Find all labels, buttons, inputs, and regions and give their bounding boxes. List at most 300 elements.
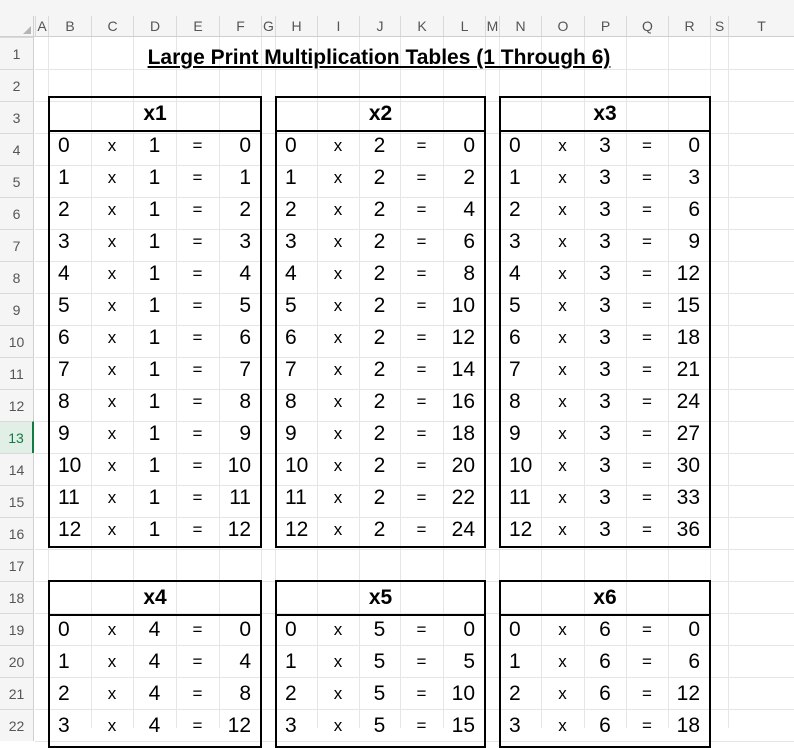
column-header-h[interactable]: H	[275, 16, 317, 36]
cell-multiplier[interactable]: 1	[148, 518, 161, 541]
row-header-13[interactable]: 13	[0, 421, 34, 453]
cell-product[interactable]: 6	[688, 650, 700, 673]
column-header-g[interactable]: G	[261, 16, 275, 36]
row-header-1[interactable]: 1	[0, 37, 34, 69]
cell-times-sign[interactable]: x	[333, 360, 343, 379]
cell-times-sign[interactable]: x	[558, 424, 567, 443]
cell-multiplicand[interactable]: 3	[285, 230, 297, 253]
cell-multiplicand[interactable]: 9	[509, 422, 521, 445]
cell-multiplicand[interactable]: 5	[285, 294, 297, 317]
cell-multiplier[interactable]: 2	[373, 230, 386, 253]
cell-times-sign[interactable]: x	[333, 168, 343, 187]
cell-multiplier[interactable]: 5	[373, 682, 386, 705]
cell-equals-sign[interactable]: =	[192, 168, 203, 187]
row-header-4[interactable]: 4	[0, 133, 34, 165]
cell-equals-sign[interactable]: =	[192, 424, 203, 443]
cell-multiplier[interactable]: 1	[148, 326, 161, 349]
cell-multiplier[interactable]: 3	[599, 294, 611, 317]
row-header-5[interactable]: 5	[0, 165, 34, 197]
cell-multiplier[interactable]: 2	[373, 518, 386, 541]
cell-times-sign[interactable]: x	[558, 716, 567, 735]
cell-times-sign[interactable]: x	[107, 424, 117, 443]
cell-multiplicand[interactable]: 10	[285, 454, 309, 477]
cell-times-sign[interactable]: x	[107, 520, 117, 539]
cell-times-sign[interactable]: x	[333, 232, 343, 251]
cell-equals-sign[interactable]: =	[192, 264, 203, 283]
cell-product[interactable]: 0	[688, 618, 700, 641]
row-header-18[interactable]: 18	[0, 581, 34, 613]
row-header-16[interactable]: 16	[0, 517, 34, 549]
cell-equals-sign[interactable]: =	[642, 264, 652, 283]
cell-multiplicand[interactable]: 1	[285, 166, 297, 189]
row-header-11[interactable]: 11	[0, 357, 34, 389]
row-header-21[interactable]: 21	[0, 677, 34, 709]
cell-product[interactable]: 12	[227, 714, 251, 737]
column-header-t[interactable]: T	[728, 16, 794, 36]
cell-multiplier[interactable]: 2	[373, 486, 386, 509]
row-header-19[interactable]: 19	[0, 613, 34, 645]
cell-times-sign[interactable]: x	[558, 296, 567, 315]
cell-product[interactable]: 27	[676, 422, 700, 445]
cell-times-sign[interactable]: x	[107, 716, 117, 735]
cell-equals-sign[interactable]: =	[416, 296, 427, 315]
cell-times-sign[interactable]: x	[107, 200, 117, 219]
cell-multiplier[interactable]: 3	[599, 454, 611, 477]
cell-multiplier[interactable]: 2	[373, 134, 386, 157]
cell-product[interactable]: 10	[451, 682, 475, 705]
cell-product[interactable]: 30	[676, 454, 700, 477]
cell-multiplier[interactable]: 4	[148, 682, 161, 705]
cell-equals-sign[interactable]: =	[416, 684, 427, 703]
cell-multiplicand[interactable]: 1	[58, 166, 70, 189]
cell-multiplicand[interactable]: 4	[58, 262, 70, 285]
cell-product[interactable]: 10	[227, 454, 251, 477]
cell-product[interactable]: 22	[451, 486, 475, 509]
cell-times-sign[interactable]: x	[558, 232, 567, 251]
cell-equals-sign[interactable]: =	[642, 456, 652, 475]
cell-equals-sign[interactable]: =	[642, 424, 652, 443]
cell-multiplier[interactable]: 1	[148, 166, 161, 189]
cell-multiplier[interactable]: 2	[373, 262, 386, 285]
cell-equals-sign[interactable]: =	[416, 716, 427, 735]
cell-product[interactable]: 8	[239, 390, 251, 413]
cell-multiplicand[interactable]: 2	[58, 198, 70, 221]
cell-multiplier[interactable]: 1	[148, 390, 161, 413]
cell-product[interactable]: 18	[676, 326, 700, 349]
cell-multiplier[interactable]: 3	[599, 326, 611, 349]
cell-times-sign[interactable]: x	[107, 328, 117, 347]
column-header-i[interactable]: I	[317, 16, 359, 36]
cell-multiplicand[interactable]: 6	[58, 326, 70, 349]
cell-equals-sign[interactable]: =	[642, 392, 652, 411]
cell-equals-sign[interactable]: =	[416, 136, 427, 155]
row-header-12[interactable]: 12	[0, 389, 34, 421]
row-header-2[interactable]: 2	[0, 69, 34, 101]
cell-equals-sign[interactable]: =	[192, 684, 203, 703]
cell-multiplier[interactable]: 6	[599, 682, 611, 705]
cell-multiplier[interactable]: 5	[373, 650, 386, 673]
cell-multiplicand[interactable]: 7	[58, 358, 70, 381]
cell-multiplier[interactable]: 2	[373, 358, 386, 381]
cell-multiplier[interactable]: 3	[599, 358, 611, 381]
cell-multiplier[interactable]: 2	[373, 294, 386, 317]
row-header-15[interactable]: 15	[0, 485, 34, 517]
cell-times-sign[interactable]: x	[107, 456, 117, 475]
cell-multiplicand[interactable]: 6	[509, 326, 521, 349]
cell-multiplier[interactable]: 3	[599, 518, 611, 541]
cell-times-sign[interactable]: x	[333, 684, 343, 703]
cell-multiplier[interactable]: 2	[373, 198, 386, 221]
cell-equals-sign[interactable]: =	[642, 360, 652, 379]
cell-multiplicand[interactable]: 4	[285, 262, 297, 285]
cell-product[interactable]: 15	[676, 294, 700, 317]
cell-times-sign[interactable]: x	[558, 456, 567, 475]
cell-equals-sign[interactable]: =	[642, 684, 652, 703]
cell-equals-sign[interactable]: =	[642, 296, 652, 315]
cell-multiplicand[interactable]: 0	[509, 618, 521, 641]
cell-product[interactable]: 2	[239, 198, 251, 221]
cell-multiplicand[interactable]: 1	[285, 650, 297, 673]
cell-times-sign[interactable]: x	[558, 168, 567, 187]
cell-product[interactable]: 24	[451, 518, 475, 541]
cell-times-sign[interactable]: x	[107, 684, 117, 703]
row-header-3[interactable]: 3	[0, 101, 34, 133]
cell-multiplier[interactable]: 1	[148, 230, 161, 253]
cell-multiplier[interactable]: 2	[373, 166, 386, 189]
row-header-20[interactable]: 20	[0, 645, 34, 677]
cell-equals-sign[interactable]: =	[192, 456, 203, 475]
table-header[interactable]: x2	[277, 98, 484, 132]
cell-times-sign[interactable]: x	[333, 716, 343, 735]
cell-multiplier[interactable]: 1	[148, 486, 161, 509]
cell-multiplier[interactable]: 1	[148, 134, 161, 157]
cell-equals-sign[interactable]: =	[416, 360, 427, 379]
cell-times-sign[interactable]: x	[558, 136, 567, 155]
cell-multiplicand[interactable]: 12	[58, 518, 82, 541]
cell-product[interactable]: 36	[676, 518, 700, 541]
cell-times-sign[interactable]: x	[333, 200, 343, 219]
cell-product[interactable]: 5	[239, 294, 251, 317]
cell-product[interactable]: 2	[463, 166, 475, 189]
cell-multiplicand[interactable]: 5	[509, 294, 521, 317]
cell-equals-sign[interactable]: =	[192, 136, 203, 155]
cell-equals-sign[interactable]: =	[192, 716, 203, 735]
cell-equals-sign[interactable]: =	[416, 328, 427, 347]
cell-product[interactable]: 8	[463, 262, 475, 285]
cell-product[interactable]: 12	[451, 326, 475, 349]
cell-product[interactable]: 21	[676, 358, 700, 381]
cell-multiplicand[interactable]: 1	[509, 166, 521, 189]
cell-product[interactable]: 18	[676, 714, 700, 737]
cell-multiplicand[interactable]: 8	[509, 390, 521, 413]
cell-multiplier[interactable]: 5	[373, 618, 386, 641]
cell-multiplicand[interactable]: 2	[509, 682, 521, 705]
row-header-9[interactable]: 9	[0, 293, 34, 325]
cell-equals-sign[interactable]: =	[192, 620, 203, 639]
cell-equals-sign[interactable]: =	[192, 392, 203, 411]
column-header-b[interactable]: B	[48, 16, 91, 36]
cell-product[interactable]: 10	[451, 294, 475, 317]
cell-multiplicand[interactable]: 11	[285, 486, 307, 509]
cell-times-sign[interactable]: x	[558, 652, 567, 671]
cell-multiplier[interactable]: 4	[148, 714, 161, 737]
column-header-j[interactable]: J	[359, 16, 400, 36]
cell-multiplicand[interactable]: 3	[509, 230, 521, 253]
column-header-c[interactable]: C	[91, 16, 133, 36]
column-header-k[interactable]: K	[400, 16, 443, 36]
cell-multiplicand[interactable]: 3	[58, 230, 70, 253]
cell-multiplicand[interactable]: 5	[58, 294, 70, 317]
cell-equals-sign[interactable]: =	[642, 200, 652, 219]
cell-multiplier[interactable]: 5	[373, 714, 386, 737]
column-header-e[interactable]: E	[176, 16, 219, 36]
cell-multiplicand[interactable]: 6	[285, 326, 297, 349]
cell-equals-sign[interactable]: =	[416, 620, 427, 639]
cell-times-sign[interactable]: x	[333, 392, 343, 411]
cell-multiplicand[interactable]: 3	[509, 714, 521, 737]
column-header-s[interactable]: S	[710, 16, 728, 36]
cell-equals-sign[interactable]: =	[642, 620, 652, 639]
cell-times-sign[interactable]: x	[558, 488, 567, 507]
cell-product[interactable]: 5	[463, 650, 475, 673]
cell-times-sign[interactable]: x	[107, 168, 117, 187]
cell-multiplier[interactable]: 3	[599, 486, 611, 509]
cell-times-sign[interactable]: x	[107, 264, 117, 283]
cell-multiplicand[interactable]: 2	[285, 198, 297, 221]
cell-equals-sign[interactable]: =	[192, 328, 203, 347]
cell-multiplier[interactable]: 2	[373, 422, 386, 445]
cell-multiplier[interactable]: 1	[148, 454, 161, 477]
cell-product[interactable]: 14	[451, 358, 475, 381]
cell-times-sign[interactable]: x	[333, 652, 343, 671]
cell-product[interactable]: 12	[227, 518, 251, 541]
cell-equals-sign[interactable]: =	[192, 520, 203, 539]
column-header-d[interactable]: D	[133, 16, 176, 36]
cell-times-sign[interactable]: x	[107, 232, 117, 251]
cell-multiplicand[interactable]: 2	[285, 682, 297, 705]
row-header-14[interactable]: 14	[0, 453, 34, 485]
cell-multiplicand[interactable]: 1	[58, 650, 70, 673]
cell-multiplier[interactable]: 1	[148, 262, 161, 285]
cell-times-sign[interactable]: x	[333, 620, 343, 639]
cell-multiplicand[interactable]: 7	[285, 358, 297, 381]
row-header-22[interactable]: 22	[0, 709, 34, 741]
select-all-corner[interactable]	[0, 16, 34, 36]
cell-multiplicand[interactable]: 9	[58, 422, 70, 445]
column-header-p[interactable]: P	[584, 16, 626, 36]
cell-times-sign[interactable]: x	[107, 620, 117, 639]
cell-product[interactable]: 6	[239, 326, 251, 349]
cell-product[interactable]: 0	[688, 134, 700, 157]
column-header-n[interactable]: N	[499, 16, 541, 36]
cell-multiplicand[interactable]: 12	[509, 518, 533, 541]
cell-multiplier[interactable]: 3	[599, 134, 611, 157]
cell-equals-sign[interactable]: =	[416, 392, 427, 411]
cell-product[interactable]: 3	[239, 230, 251, 253]
cell-multiplicand[interactable]: 8	[58, 390, 70, 413]
cell-equals-sign[interactable]: =	[192, 296, 203, 315]
cell-product[interactable]: 15	[451, 714, 475, 737]
column-header-r[interactable]: R	[668, 16, 710, 36]
cell-multiplicand[interactable]: 3	[58, 714, 70, 737]
cell-equals-sign[interactable]: =	[416, 200, 427, 219]
cell-multiplier[interactable]: 6	[599, 714, 611, 737]
cell-times-sign[interactable]: x	[558, 200, 567, 219]
cell-equals-sign[interactable]: =	[416, 488, 427, 507]
cell-multiplicand[interactable]: 0	[58, 134, 70, 157]
cell-times-sign[interactable]: x	[333, 424, 343, 443]
cell-equals-sign[interactable]: =	[642, 652, 652, 671]
table-header[interactable]: x5	[277, 582, 484, 616]
cell-product[interactable]: 4	[239, 650, 251, 673]
cell-multiplicand[interactable]: 7	[509, 358, 521, 381]
cell-times-sign[interactable]: x	[558, 392, 567, 411]
cell-times-sign[interactable]: x	[333, 296, 343, 315]
cell-product[interactable]: 24	[676, 390, 700, 413]
cell-multiplier[interactable]: 1	[148, 422, 161, 445]
cell-equals-sign[interactable]: =	[192, 232, 203, 251]
cell-times-sign[interactable]: x	[333, 488, 343, 507]
cell-times-sign[interactable]: x	[558, 684, 567, 703]
cell-product[interactable]: 1	[239, 166, 251, 189]
cell-times-sign[interactable]: x	[107, 488, 117, 507]
cell-product[interactable]: 0	[463, 618, 475, 641]
cell-times-sign[interactable]: x	[333, 520, 343, 539]
cell-product[interactable]: 3	[688, 166, 700, 189]
cell-times-sign[interactable]: x	[107, 652, 117, 671]
table-header[interactable]: x1	[50, 98, 260, 132]
table-header[interactable]: x3	[501, 98, 709, 132]
cell-product[interactable]: 9	[239, 422, 251, 445]
cell-times-sign[interactable]: x	[333, 328, 343, 347]
cell-multiplicand[interactable]: 4	[509, 262, 521, 285]
cell-multiplicand[interactable]: 12	[285, 518, 309, 541]
cell-product[interactable]: 33	[676, 486, 700, 509]
cell-times-sign[interactable]: x	[107, 296, 117, 315]
sheet-title[interactable]: Large Print Multiplication Tables (1 Through 6)	[147, 46, 611, 69]
cell-multiplicand[interactable]: 1	[509, 650, 521, 673]
cell-product[interactable]: 4	[463, 198, 475, 221]
column-header-l[interactable]: L	[443, 16, 485, 36]
cell-multiplicand[interactable]: 0	[285, 618, 297, 641]
cell-times-sign[interactable]: x	[558, 360, 567, 379]
cell-multiplier[interactable]: 2	[373, 390, 386, 413]
cell-multiplier[interactable]: 3	[599, 390, 611, 413]
cell-multiplicand[interactable]: 2	[509, 198, 521, 221]
cell-product[interactable]: 6	[463, 230, 475, 253]
cell-multiplier[interactable]: 3	[599, 422, 611, 445]
cell-product[interactable]: 20	[451, 454, 475, 477]
cell-multiplier[interactable]: 3	[599, 166, 611, 189]
cell-equals-sign[interactable]: =	[642, 520, 652, 539]
cell-multiplier[interactable]: 4	[148, 618, 161, 641]
cell-multiplier[interactable]: 6	[599, 618, 611, 641]
cell-times-sign[interactable]: x	[107, 136, 117, 155]
cell-multiplier[interactable]: 3	[599, 230, 611, 253]
cell-multiplicand[interactable]: 10	[58, 454, 82, 477]
cell-multiplier[interactable]: 3	[599, 262, 611, 285]
cell-multiplicand[interactable]: 0	[509, 134, 521, 157]
cell-multiplicand[interactable]: 3	[285, 714, 297, 737]
cell-multiplier[interactable]: 2	[373, 454, 386, 477]
cell-times-sign[interactable]: x	[333, 136, 343, 155]
cell-multiplicand[interactable]: 8	[285, 390, 297, 413]
cell-product[interactable]: 9	[688, 230, 700, 253]
cell-equals-sign[interactable]: =	[416, 424, 427, 443]
cell-equals-sign[interactable]: =	[642, 232, 652, 251]
cell-times-sign[interactable]: x	[333, 456, 343, 475]
cell-equals-sign[interactable]: =	[642, 488, 652, 507]
cell-product[interactable]: 18	[451, 422, 475, 445]
column-header-q[interactable]: Q	[626, 16, 668, 36]
cell-multiplier[interactable]: 6	[599, 650, 611, 673]
cell-multiplier[interactable]: 4	[148, 650, 161, 673]
cell-multiplier[interactable]: 1	[148, 358, 161, 381]
cell-times-sign[interactable]: x	[333, 264, 343, 283]
cell-product[interactable]: 11	[229, 486, 251, 509]
cell-equals-sign[interactable]: =	[192, 200, 203, 219]
cell-product[interactable]: 12	[676, 682, 700, 705]
row-header-7[interactable]: 7	[0, 229, 34, 261]
cell-multiplicand[interactable]: 10	[509, 454, 533, 477]
cell-equals-sign[interactable]: =	[416, 232, 427, 251]
column-header-a[interactable]: A	[35, 16, 48, 36]
cell-multiplicand[interactable]: 11	[509, 486, 531, 509]
cell-equals-sign[interactable]: =	[192, 488, 203, 507]
cell-multiplier[interactable]: 1	[148, 198, 161, 221]
cell-multiplicand[interactable]: 0	[285, 134, 297, 157]
cell-equals-sign[interactable]: =	[416, 520, 427, 539]
cell-product[interactable]: 0	[239, 618, 251, 641]
cell-times-sign[interactable]: x	[558, 620, 567, 639]
column-header-m[interactable]: M	[486, 18, 499, 34]
cell-equals-sign[interactable]: =	[416, 264, 427, 283]
cell-multiplier[interactable]: 1	[148, 294, 161, 317]
table-header[interactable]: x6	[501, 582, 709, 616]
cell-equals-sign[interactable]: =	[192, 360, 203, 379]
cell-times-sign[interactable]: x	[558, 328, 567, 347]
cell-equals-sign[interactable]: =	[642, 716, 652, 735]
row-header-6[interactable]: 6	[0, 197, 34, 229]
cell-equals-sign[interactable]: =	[642, 136, 652, 155]
cell-product[interactable]: 6	[688, 198, 700, 221]
cell-multiplier[interactable]: 2	[373, 326, 386, 349]
cell-product[interactable]: 0	[463, 134, 475, 157]
cell-times-sign[interactable]: x	[107, 360, 117, 379]
cell-product[interactable]: 16	[451, 390, 475, 413]
cell-equals-sign[interactable]: =	[192, 652, 203, 671]
cell-product[interactable]: 7	[239, 358, 251, 381]
cell-multiplicand[interactable]: 2	[58, 682, 70, 705]
cell-equals-sign[interactable]: =	[416, 168, 427, 187]
cell-times-sign[interactable]: x	[558, 264, 567, 283]
cell-multiplier[interactable]: 3	[599, 198, 611, 221]
cell-product[interactable]: 4	[239, 262, 251, 285]
cell-times-sign[interactable]: x	[107, 392, 117, 411]
cell-product[interactable]: 0	[239, 134, 251, 157]
cell-equals-sign[interactable]: =	[416, 652, 427, 671]
table-header[interactable]: x4	[50, 582, 260, 616]
cell-product[interactable]: 8	[239, 682, 251, 705]
column-header-f[interactable]: F	[219, 16, 261, 36]
cell-multiplicand[interactable]: 0	[58, 618, 70, 641]
cell-equals-sign[interactable]: =	[416, 456, 427, 475]
cell-product[interactable]: 12	[676, 262, 700, 285]
cell-multiplicand[interactable]: 9	[285, 422, 297, 445]
row-header-17[interactable]: 17	[0, 549, 34, 581]
cell-times-sign[interactable]: x	[558, 520, 567, 539]
row-header-8[interactable]: 8	[0, 261, 34, 293]
